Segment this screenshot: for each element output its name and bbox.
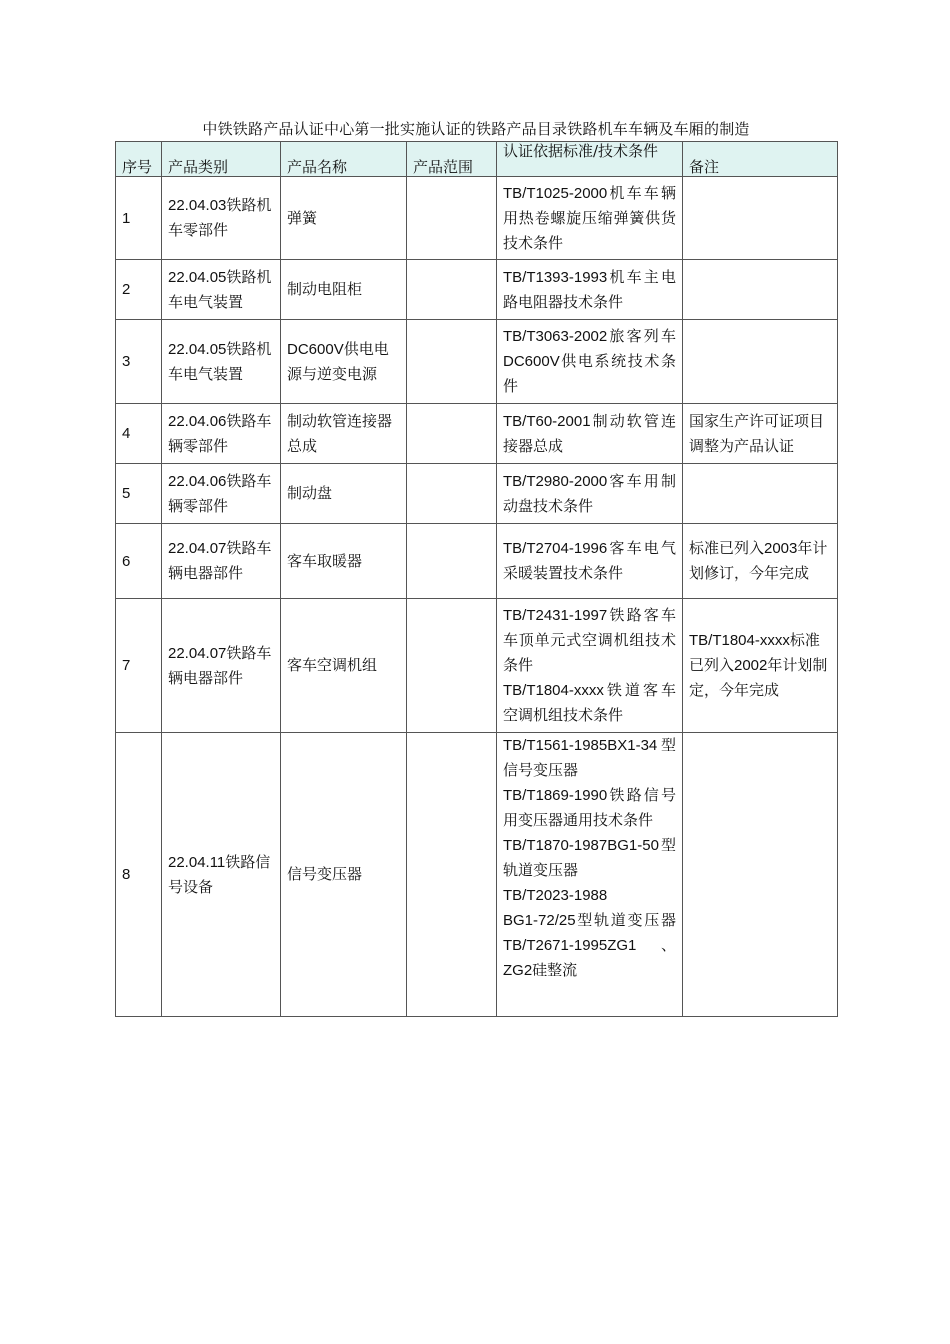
cell-category: 22.04.11铁路信号设备 [162, 733, 281, 1017]
header-scope: 产品范围 [407, 142, 497, 177]
cell-standard: TB/T1025-2000机车车辆用热卷螺旋压缩弹簧供货技术条件 [497, 177, 683, 260]
cell-scope [407, 404, 497, 464]
cell-scope [407, 260, 497, 320]
cell-seq: 7 [116, 599, 162, 733]
table-row [116, 599, 838, 733]
cell-note [683, 320, 838, 404]
cell-seq: 8 [116, 733, 162, 1017]
cell-category: 22.04.07铁路车辆电器部件 [162, 599, 281, 733]
cell-category: 22.04.06铁路车辆零部件 [162, 464, 281, 524]
cell-category: 22.04.07铁路车辆电器部件 [162, 524, 281, 599]
cell-name: 制动盘 [281, 464, 407, 524]
cell-standard [497, 733, 683, 1017]
cell-standard: TB/T2704-1996客车电气采暖装置技术条件 [497, 524, 683, 599]
cell-standard: TB/T1393-1993机车主电路电阻器技术条件 [497, 260, 683, 320]
header-row [116, 142, 838, 177]
cell-scope [407, 524, 497, 599]
cell-note [683, 464, 838, 524]
cell-standard: TB/T60-2001制动软管连接器总成 [497, 404, 683, 464]
cell-seq: 2 [116, 260, 162, 320]
cell-seq: 1 [116, 177, 162, 260]
cell-seq: 3 [116, 320, 162, 404]
standard-line: BG1-72/25型轨道变压器 TB/T2671-1995ZG1、ZG2硅整流 [503, 912, 676, 979]
table-row [116, 464, 838, 524]
product-table [115, 141, 838, 1017]
header-note: 备注 [683, 142, 838, 177]
cell-name: 信号变压器 [281, 733, 407, 1017]
cell-scope [407, 320, 497, 404]
cell-scope [407, 599, 497, 733]
cell-note [683, 260, 838, 320]
cell-note: TB/T1804-xxxx标准已列入2002年计划制定，今年完成 [683, 599, 838, 733]
document-title: 中铁铁路产品认证中心第一批实施认证的铁路产品目录铁路机车车辆及车厢的制造 [202, 120, 750, 138]
cell-name: 制动电阻柜 [281, 260, 407, 320]
cell-seq: 6 [116, 524, 162, 599]
header-name: 产品名称 [281, 142, 407, 177]
header-category: 产品类别 [162, 142, 281, 177]
cell-note: 国家生产许可证项目调整为产品认证 [683, 404, 838, 464]
table-row [116, 260, 838, 320]
cell-note: 标准已列入2003年计划修订，今年完成 [683, 524, 838, 599]
table-row [116, 320, 838, 404]
standard-line: TB/T1870-1987BG1-50型轨道变压器 [503, 837, 676, 879]
cell-category: 22.04.05铁路机车电气装置 [162, 320, 281, 404]
cell-name: DC600V供电电源与逆变电源 [281, 320, 407, 404]
cell-name: 制动软管连接器总成 [281, 404, 407, 464]
cell-note [683, 177, 838, 260]
standard-line: TB/T2431-1997铁路客车车顶单元式空调机组技术条件 [503, 607, 676, 674]
header-standard: 认证依据标准/技术条件 [497, 142, 683, 177]
standard-line: TB/T2023-1988 [503, 887, 608, 904]
cell-standard: TB/T3063-2002旅客列车DC600V供电系统技术条件 [497, 320, 683, 404]
cell-name: 客车取暖器 [281, 524, 407, 599]
cell-category: 22.04.05铁路机车电气装置 [162, 260, 281, 320]
cell-scope [407, 177, 497, 260]
cell-note [683, 733, 838, 1017]
standard-line: TB/T1804-xxxx铁道客车空调机组技术条件 [503, 682, 676, 724]
cell-scope [407, 733, 497, 1017]
table-row [116, 733, 838, 1017]
standard-line: TB/T1869-1990铁路信号用变压器通用技术条件 [503, 787, 676, 829]
cell-category: 22.04.06铁路车辆零部件 [162, 404, 281, 464]
table-row [116, 404, 838, 464]
cell-category: 22.04.03铁路机车零部件 [162, 177, 281, 260]
cell-seq: 5 [116, 464, 162, 524]
cell-name: 客车空调机组 [281, 599, 407, 733]
cell-seq: 4 [116, 404, 162, 464]
cell-standard [497, 599, 683, 733]
cell-name: 弹簧 [281, 177, 407, 260]
cell-scope [407, 464, 497, 524]
cell-standard: TB/T2980-2000客车用制动盘技术条件 [497, 464, 683, 524]
table-row [116, 524, 838, 599]
table-row [116, 177, 838, 260]
standard-line: TB/T1561-1985BX1-34型信号变压器 [503, 737, 676, 779]
header-seq: 序号 [116, 142, 162, 177]
